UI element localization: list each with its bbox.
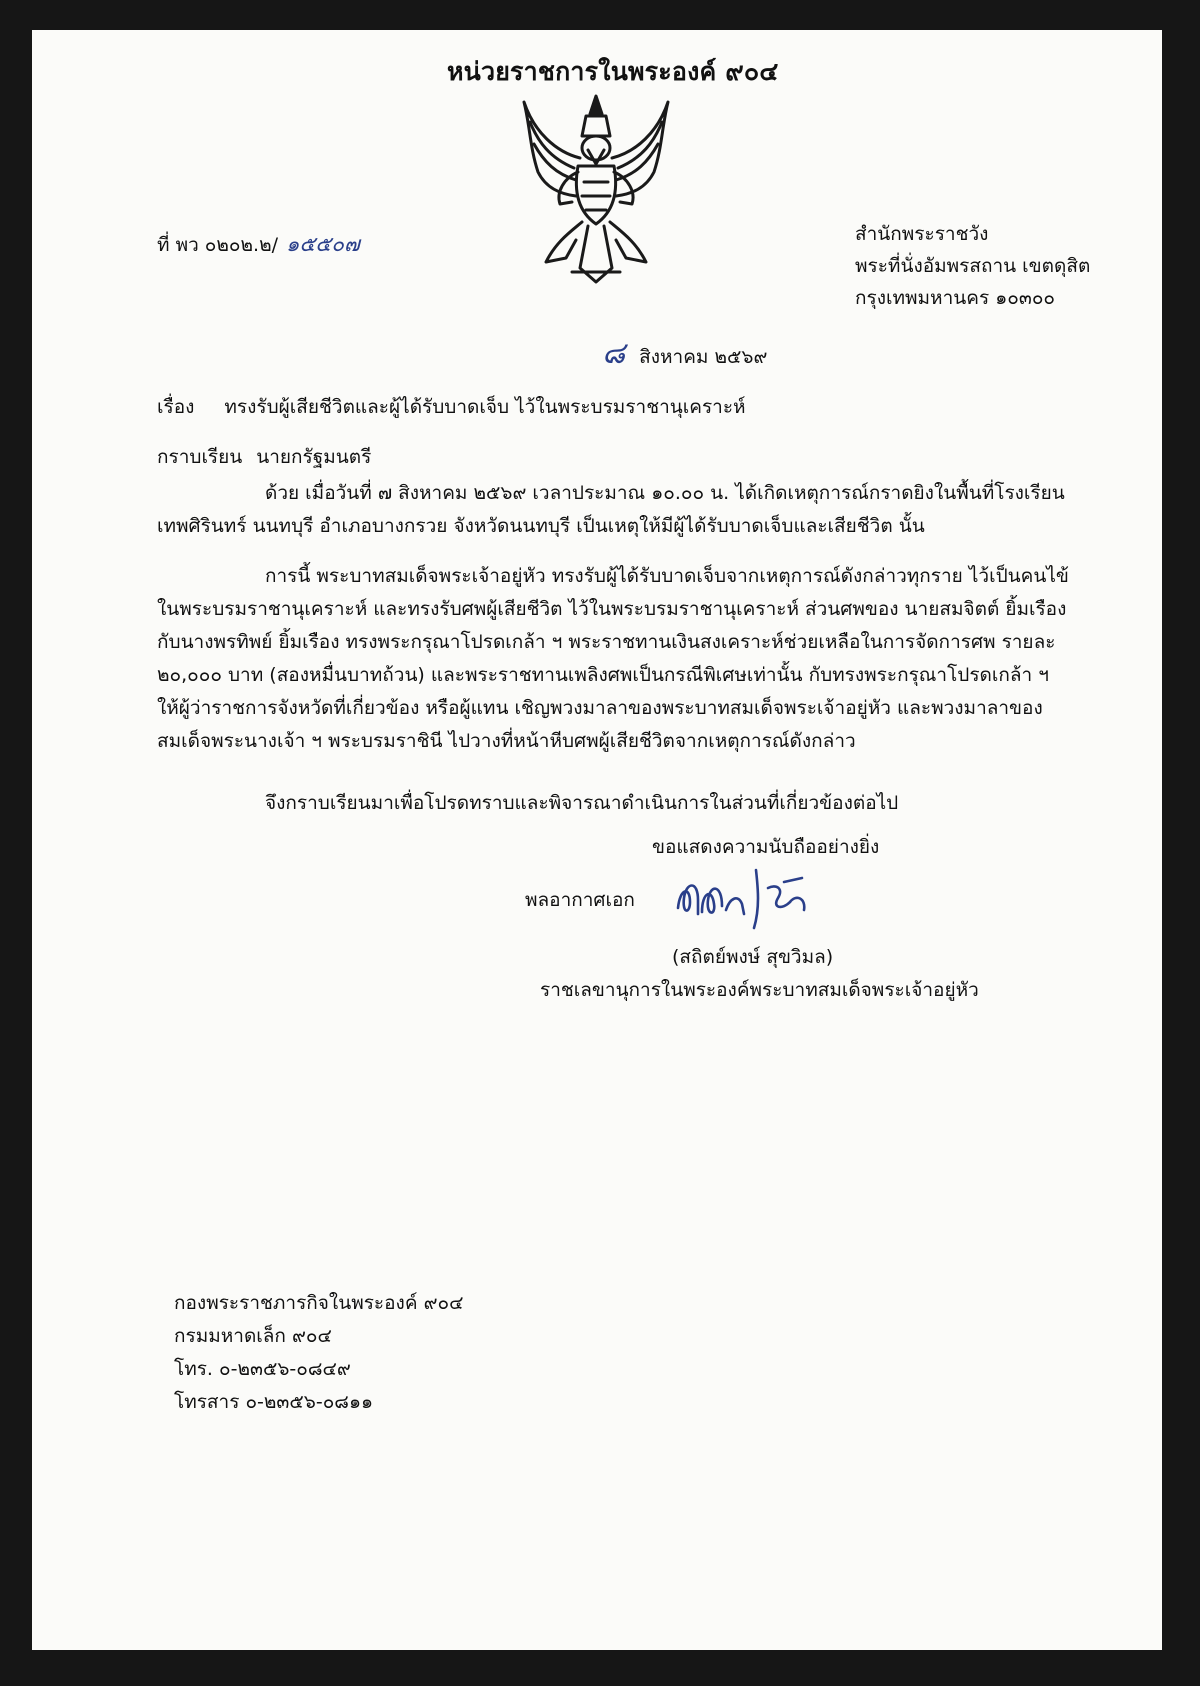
body-line: ๒๐,๐๐๐ บาท (สองหมื่นบาทถ้วน) และพระราชทานเพลิงศพเป็นกรณีพิเศษเท่านั้น กับทรงพระกรุณาโปรดเกล้า ฯ	[157, 664, 1049, 686]
body-line: กับนางพรทิพย์ ยิ้มเรือง ทรงพระกรุณาโปรดเกล้า ฯ พระราชทานเงินสงเคราะห์ช่วยเหลือในการจัดการศพ รายละ	[157, 631, 1056, 653]
footer-fax: โทรสาร ๐-๒๓๕๖-๐๘๑๑	[174, 1391, 374, 1413]
address-line: พระที่นั่งอัมพรสถาน เขตดุสิต	[855, 255, 1091, 277]
salutation-recipient: นายกรัฐมนตรี	[256, 446, 372, 468]
garuda-emblem-icon	[516, 92, 676, 292]
address-line: สำนักพระราชวัง	[855, 223, 989, 245]
body-line: ให้ผู้ว่าราชการจังหวัดที่เกี่ยวข้อง หรือผู้แทน เชิญพวงมาลาของพระบาทสมเด็จพระเจ้าอยู่หัว และพวงมาลาของ	[157, 697, 1043, 719]
reference-number	[157, 228, 360, 261]
sender-address	[855, 218, 1090, 314]
footer-contact	[174, 1287, 463, 1419]
footer-phone: โทร. ๐-๒๓๕๖-๐๘๔๙	[174, 1358, 351, 1380]
salutation-label: กราบเรียน	[157, 446, 243, 468]
salutation	[157, 442, 371, 472]
date-month-year: สิงหาคม ๒๕๖๙	[639, 346, 768, 368]
reference-handwritten-number: ๑๕๕๐๗	[286, 232, 360, 256]
letter-date	[602, 330, 767, 377]
paragraph-3	[157, 787, 1092, 820]
subject-label: เรื่อง	[157, 396, 195, 418]
body-line: เทพศิรินทร์ นนทบุรี อำเภอบางกรวย จังหวัดนนทบุรี เป็นเหตุให้มีผู้ได้รับบาดเจ็บและเสียชีวิต นั้น	[157, 515, 925, 537]
paragraph-1	[157, 477, 1092, 543]
footer-line: กรมมหาดเล็ก ๙๐๔	[174, 1325, 332, 1347]
reference-prefix: ที่ พว ๐๒๐๒.๒/	[157, 234, 279, 256]
date-day-handwritten: ๘	[602, 336, 626, 371]
handwritten-signature	[672, 858, 822, 932]
body-line: สมเด็จพระนางเจ้า ฯ พระบรมราชินี ไปวางที่หน้าหีบศพผู้เสียชีวิตจากเหตุการณ์ดังกล่าว	[157, 730, 856, 752]
body-line: การนี้ พระบาทสมเด็จพระเจ้าอยู่หัว ทรงรับผู้ได้รับบาดเจ็บจากเหตุการณ์ดังกล่าวทุกราย ไว้เป็นคนไข้	[265, 565, 1069, 587]
letterhead-title: หน่วยราชการในพระองค์ ๙๐๔	[447, 57, 779, 86]
body-line: ด้วย เมื่อวันที่ ๗ สิงหาคม ๒๕๖๙ เวลาประมาณ ๑๐.๐๐ น. ได้เกิดเหตุการณ์กราดยิงในพื้นที่โรงเรียน	[265, 482, 1065, 504]
body-line: ในพระบรมราชานุเคราะห์ และทรงรับศพผู้เสียชีวิต ไว้ในพระบรมราชานุเคราะห์ ส่วนศพของ นายสมจิตต์ ยิ้มเรือง	[157, 598, 1067, 620]
paragraph-2	[157, 560, 1092, 758]
footer-line: กองพระราชภารกิจในพระองค์ ๙๐๔	[174, 1292, 464, 1314]
signer-name: (สถิตย์พงษ์ สุขวิมล)	[672, 946, 834, 968]
letter-page	[32, 30, 1162, 1650]
subject-text: ทรงรับผู้เสียชีวิตและผู้ได้รับบาดเจ็บ ไว้ในพระบรมราชานุเคราะห์	[224, 396, 746, 418]
closing-phrase: ขอแสดงความนับถืออย่างยิ่ง	[652, 836, 880, 858]
body-line: จึงกราบเรียนมาเพื่อโปรดทราบและพิจารณาดำเนินการในส่วนที่เกี่ยวข้องต่อไป	[265, 792, 899, 814]
address-line: กรุงเทพมหานคร ๑๐๓๐๐	[855, 287, 1056, 309]
subject-line	[157, 392, 746, 422]
signer-rank: พลอากาศเอก	[525, 889, 635, 911]
signer-position: ราชเลขานุการในพระองค์พระบาทสมเด็จพระเจ้าอยู่หัว	[540, 979, 979, 1001]
